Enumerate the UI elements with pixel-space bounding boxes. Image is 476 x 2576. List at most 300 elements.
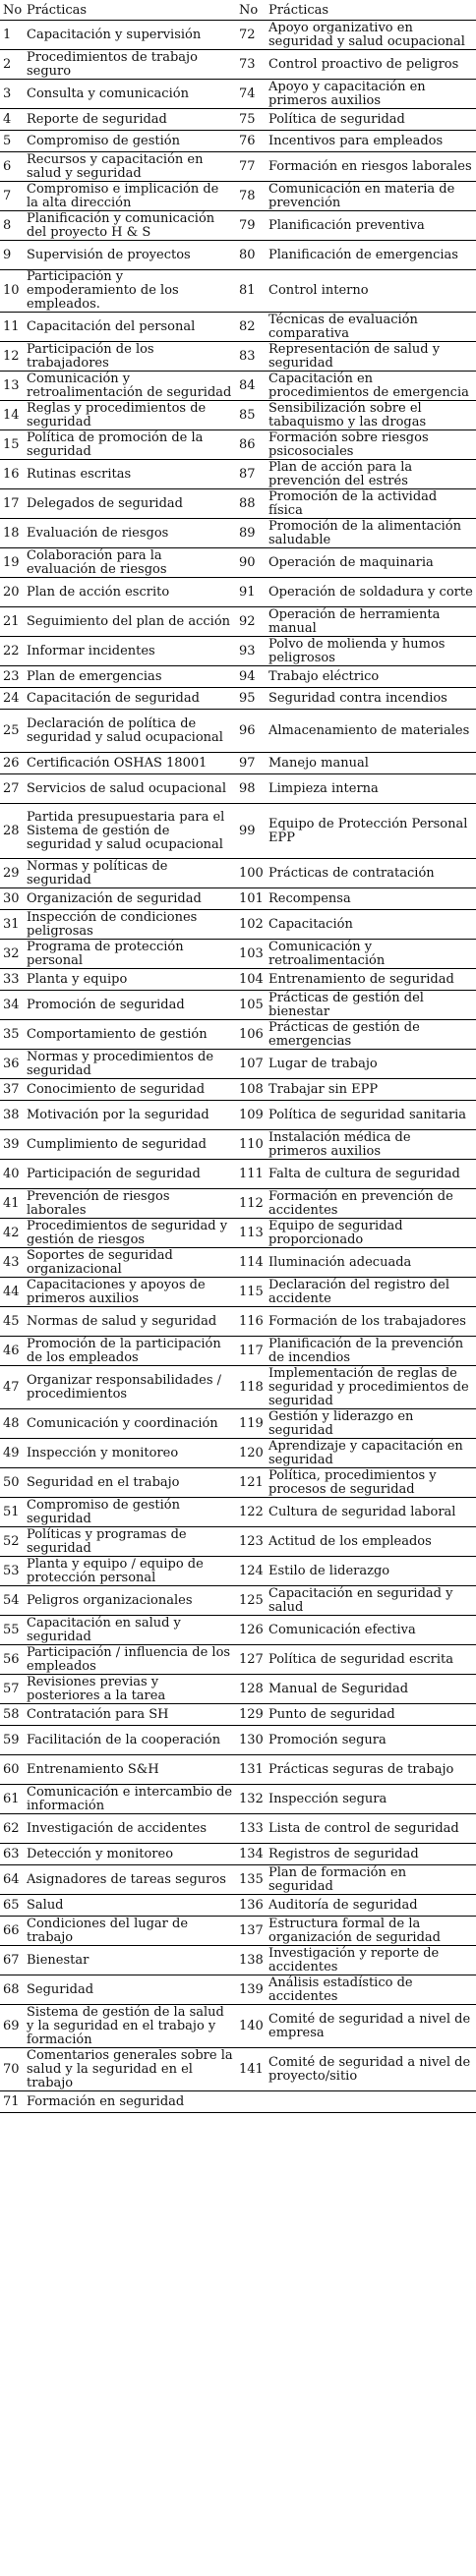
table-row [0,1586,476,1616]
practice-right: Promoción de la actividad física [266,489,476,519]
row-number-right: 126 [236,1616,266,1645]
practice-right: Falta de cultura de seguridad [266,1160,476,1189]
table-body [0,21,476,2113]
row-number-left: 18 [0,519,24,548]
practice-right: Promoción segura [266,1726,476,1755]
practice-right: Estructura formal de la organización de seguridad [266,1917,476,1946]
practice-right: Recompensa [266,888,476,910]
row-number-right: 75 [236,109,266,131]
table-row [0,1975,476,2005]
row-number-right: 124 [236,1557,266,1586]
row-number-right: 116 [236,1307,266,1337]
practice-right: Formación sobre riesgos psicosociales [266,430,476,460]
table-row [0,2005,476,2048]
practice-left: Procedimientos de trabajo seguro [24,50,236,80]
row-number-right: 134 [236,1844,266,1865]
row-number-left: 54 [0,1586,24,1616]
row-number-left: 48 [0,1409,24,1439]
row-number-right: 83 [236,342,266,372]
practice-left: Colaboración para la evaluación de riesgos [24,548,236,578]
table-row [0,1946,476,1975]
table-row [0,241,476,270]
practice-right: Operación de maquinaria [266,548,476,578]
row-number-left: 28 [0,804,24,859]
row-number-left: 8 [0,211,24,241]
practice-right: Sensibilización sobre el tabaquismo y las drogas [266,401,476,430]
row-number-right: 137 [236,1917,266,1946]
practice-left: Supervisión de proyectos [24,241,236,270]
practice-right: Planificación de emergencias [266,241,476,270]
table-row [0,637,476,666]
row-number-left: 71 [0,2091,24,2113]
table-row [0,430,476,460]
practice-left: Facilitación de la cooperación [24,1726,236,1755]
practice-right: Investigación y reporte de accidentes [266,1946,476,1975]
practice-right: Incentivos para empleados [266,131,476,152]
row-number-left: 4 [0,109,24,131]
practice-left: Salud [24,1895,236,1917]
practice-right: Formación en prevención de accidentes [266,1189,476,1219]
row-number-right: 109 [236,1101,266,1130]
practice-left: Recursos y capacitación en salud y seguridad [24,152,236,182]
practice-right: Formación de los trabajadores [266,1307,476,1337]
practice-right: Promoción de la alimentación saludable [266,519,476,548]
row-number-left: 38 [0,1101,24,1130]
practice-left: Planta y equipo [24,969,236,991]
row-number-left: 47 [0,1366,24,1409]
practice-left: Planificación y comunicación del proyecto H & S [24,211,236,241]
table-row [0,1726,476,1755]
table-row [0,666,476,688]
row-number-right: 139 [236,1975,266,2005]
row-number-left: 66 [0,1917,24,1946]
practice-left: Comunicación y coordinación [24,1409,236,1439]
practice-right: Comunicación en materia de prevención [266,182,476,211]
practice-right: Polvo de molienda y humos peligrosos [266,637,476,666]
table-row [0,1050,476,1079]
row-number-right: 123 [236,1527,266,1557]
practice-left: Delegados de seguridad [24,489,236,519]
row-number-right: 90 [236,548,266,578]
table-row [0,21,476,50]
practice-left: Participación / influencia de los empleados [24,1645,236,1675]
row-number-right: 76 [236,131,266,152]
practice-left: Participación de los trabajadores [24,342,236,372]
row-number-right: 132 [236,1785,266,1814]
row-number-right: 106 [236,1020,266,1050]
row-number-left: 69 [0,2005,24,2048]
table-row [0,211,476,241]
practice-left: Revisiones previas y posteriores a la tarea [24,1675,236,1704]
practice-left: Motivación por la seguridad [24,1101,236,1130]
row-number-right: 121 [236,1468,266,1498]
row-number-right: 87 [236,460,266,489]
table-row [0,1616,476,1645]
table-row [0,1189,476,1219]
practice-right: Registros de seguridad [266,1844,476,1865]
row-number-right: 110 [236,1130,266,1160]
row-number-left: 14 [0,401,24,430]
table-row [0,1101,476,1130]
row-number-left: 16 [0,460,24,489]
practice-right: Implementación de reglas de seguridad y procedimientos de seguridad [266,1366,476,1409]
practice-right: Entrenamiento de seguridad [266,969,476,991]
practice-right: Equipo de Protección Personal EPP [266,804,476,859]
practice-left: Bienestar [24,1946,236,1975]
table-row [0,131,476,152]
row-number-right: 128 [236,1675,266,1704]
practice-left: Normas y procedimientos de seguridad [24,1050,236,1079]
table-row [0,1468,476,1498]
practice-right: Operación de soldadura y corte [266,578,476,607]
row-number-right: 120 [236,1439,266,1468]
row-number-left: 33 [0,969,24,991]
practice-right: Comunicación y retroalimentación [266,940,476,969]
row-number-left: 63 [0,1844,24,1865]
row-number-left: 32 [0,940,24,969]
practice-right: Prácticas seguras de trabajo [266,1755,476,1785]
row-number-left: 1 [0,21,24,50]
practice-right: Manejo manual [266,753,476,774]
row-number-left: 67 [0,1946,24,1975]
practice-right: Comunicación efectiva [266,1616,476,1645]
practice-right: Almacenamiento de materiales [266,710,476,753]
practice-left: Comunicación y retroalimentación de seguridad [24,372,236,401]
table-row [0,372,476,401]
practice-left: Plan de acción escrito [24,578,236,607]
practice-right: Prácticas de contratación [266,859,476,888]
practice-right: Política de seguridad escrita [266,1645,476,1675]
practice-left: Normas de salud y seguridad [24,1307,236,1337]
table-row [0,859,476,888]
practice-left: Comportamiento de gestión [24,1020,236,1050]
practice-left: Capacitación del personal [24,313,236,342]
practice-left: Seguimiento del plan de acción [24,607,236,637]
table-row [0,2048,476,2091]
practice-right: Cultura de seguridad laboral [266,1498,476,1527]
row-number-left: 57 [0,1675,24,1704]
practice-left: Capacitación de seguridad [24,688,236,710]
practice-right: Control proactivo de peligros [266,50,476,80]
table-row [0,1160,476,1189]
practice-right: Planificación preventiva [266,211,476,241]
practice-right: Inspección segura [266,1785,476,1814]
table-row [0,182,476,211]
row-number-right: 100 [236,859,266,888]
table-row [0,1704,476,1726]
practice-left: Cumplimiento de seguridad [24,1130,236,1160]
table-row [0,1219,476,1248]
row-number-right: 84 [236,372,266,401]
row-number-right: 86 [236,430,266,460]
row-number-right: 73 [236,50,266,80]
practice-left: Normas y políticas de seguridad [24,859,236,888]
practice-left: Contratación para SH [24,1704,236,1726]
row-number-left: 15 [0,430,24,460]
row-number-left: 9 [0,241,24,270]
row-number-left: 10 [0,270,24,313]
table-row [0,969,476,991]
practice-left: Rutinas escritas [24,460,236,489]
table-row [0,1248,476,1278]
row-number-right: 94 [236,666,266,688]
practice-left: Participación de seguridad [24,1160,236,1189]
row-number-right: 127 [236,1645,266,1675]
practice-left: Compromiso de gestión [24,131,236,152]
row-number-right: 108 [236,1079,266,1101]
practice-right: Lugar de trabajo [266,1050,476,1079]
row-number-left: 51 [0,1498,24,1527]
row-number-left: 35 [0,1020,24,1050]
practice-right: Equipo de seguridad proporcionado [266,1219,476,1248]
row-number-right: 112 [236,1189,266,1219]
table-row [0,1278,476,1307]
practice-left: Peligros organizacionales [24,1586,236,1616]
table-row [0,1337,476,1366]
practice-left: Capacitación y supervisión [24,21,236,50]
practice-right [266,2091,476,2113]
table-row [0,940,476,969]
table-row [0,152,476,182]
row-number-right: 107 [236,1050,266,1079]
table-row [0,1917,476,1946]
row-number-right: 101 [236,888,266,910]
practice-right: Gestión y liderazgo en seguridad [266,1409,476,1439]
practice-left: Soportes de seguridad organizacional [24,1248,236,1278]
row-number-left: 45 [0,1307,24,1337]
practice-right: Limpieza interna [266,774,476,804]
practice-left: Declaración de política de seguridad y salud ocupacional [24,710,236,753]
practice-left: Organizar responsabilidades / procedimientos [24,1366,236,1409]
practice-right: Actitud de los empleados [266,1527,476,1557]
practice-right: Formación en riesgos laborales [266,152,476,182]
practice-right: Trabajar sin EPP [266,1079,476,1101]
row-number-right: 79 [236,211,266,241]
practice-right: Plan de acción para la prevención del estrés [266,460,476,489]
header-practices-right: Prácticas [266,0,476,21]
table-row [0,1079,476,1101]
table-row [0,774,476,804]
row-number-left: 50 [0,1468,24,1498]
table-row [0,1557,476,1586]
row-number-left: 40 [0,1160,24,1189]
table-row [0,607,476,637]
row-number-left: 2 [0,50,24,80]
row-number-left: 36 [0,1050,24,1079]
table-header-row [0,0,476,21]
practice-right: Declaración del registro del accidente [266,1278,476,1307]
row-number-right: 119 [236,1409,266,1439]
table-row [0,80,476,109]
practice-right: Apoyo y capacitación en primeros auxilios [266,80,476,109]
row-number-left: 49 [0,1439,24,1468]
row-number-right: 92 [236,607,266,637]
table-row [0,460,476,489]
table-row [0,548,476,578]
table-row [0,1785,476,1814]
row-number-left: 30 [0,888,24,910]
row-number-right: 88 [236,489,266,519]
row-number-left: 7 [0,182,24,211]
row-number-left: 20 [0,578,24,607]
row-number-right: 141 [236,2048,266,2091]
row-number-right: 102 [236,910,266,940]
table-row [0,688,476,710]
practice-right: Operación de herramienta manual [266,607,476,637]
practice-right: Prácticas de gestión del bienestar [266,991,476,1020]
row-number-right: 140 [236,2005,266,2048]
row-number-right: 129 [236,1704,266,1726]
practice-left: Promoción de seguridad [24,991,236,1020]
table-row [0,109,476,131]
row-number-right: 97 [236,753,266,774]
table-row [0,1755,476,1785]
row-number-left: 62 [0,1814,24,1844]
row-number-left: 5 [0,131,24,152]
row-number-right: 133 [236,1814,266,1844]
row-number-right: 135 [236,1865,266,1895]
table-row [0,1130,476,1160]
row-number-right: 99 [236,804,266,859]
row-number-left: 31 [0,910,24,940]
table-row [0,1895,476,1917]
practice-left: Reporte de seguridad [24,109,236,131]
table-row [0,1366,476,1409]
practice-left: Comunicación e intercambio de información [24,1785,236,1814]
practice-left: Formación en seguridad [24,2091,236,2113]
row-number-left: 41 [0,1189,24,1219]
table-row [0,710,476,753]
practice-right: Lista de control de seguridad [266,1814,476,1844]
practice-right: Auditoría de seguridad [266,1895,476,1917]
row-number-right: 78 [236,182,266,211]
row-number-left: 56 [0,1645,24,1675]
practice-right: Punto de seguridad [266,1704,476,1726]
row-number-left: 26 [0,753,24,774]
table-row [0,1020,476,1050]
table-row [0,1865,476,1895]
table-row [0,804,476,859]
row-number-right: 93 [236,637,266,666]
practice-right: Prácticas de gestión de emergencias [266,1020,476,1050]
row-number-left: 59 [0,1726,24,1755]
table-row [0,50,476,80]
row-number-left: 11 [0,313,24,342]
practice-right: Comité de seguridad a nivel de empresa [266,2005,476,2048]
practice-left: Informar incidentes [24,637,236,666]
table-row [0,270,476,313]
practice-left: Evaluación de riesgos [24,519,236,548]
practice-right: Instalación médica de primeros auxilios [266,1130,476,1160]
practice-right: Estilo de liderazgo [266,1557,476,1586]
row-number-left: 44 [0,1278,24,1307]
row-number-right: 122 [236,1498,266,1527]
practice-right: Trabajo eléctrico [266,666,476,688]
row-number-right: 105 [236,991,266,1020]
practice-left: Plan de emergencias [24,666,236,688]
practice-left: Procedimientos de seguridad y gestión de riesgos [24,1219,236,1248]
practice-left: Comentarios generales sobre la salud y la seguridad en el trabajo [24,2048,236,2091]
row-number-left: 21 [0,607,24,637]
practice-right: Capacitación en procedimientos de emergencia [266,372,476,401]
row-number-right: 131 [236,1755,266,1785]
row-number-right: 111 [236,1160,266,1189]
table-row [0,753,476,774]
row-number-right: 85 [236,401,266,430]
row-number-left: 65 [0,1895,24,1917]
row-number-right: 82 [236,313,266,342]
row-number-right: 117 [236,1337,266,1366]
row-number-right: 113 [236,1219,266,1248]
table-row [0,1439,476,1468]
practice-left: Entrenamiento S&H [24,1755,236,1785]
row-number-right: 103 [236,940,266,969]
practice-left: Condiciones del lugar de trabajo [24,1917,236,1946]
row-number-left: 55 [0,1616,24,1645]
table-row [0,1844,476,1865]
practice-left: Participación y empoderamiento de los empleados. [24,270,236,313]
row-number-right: 80 [236,241,266,270]
practice-left: Planta y equipo / equipo de protección personal [24,1557,236,1586]
practice-left: Partida presupuestaria para el Sistema de gestión de seguridad y salud ocupacional [24,804,236,859]
row-number-left: 46 [0,1337,24,1366]
row-number-left: 53 [0,1557,24,1586]
row-number-left: 39 [0,1130,24,1160]
row-number-right: 104 [236,969,266,991]
header-practices-left: Prácticas [24,0,236,21]
row-number-left: 58 [0,1704,24,1726]
practice-right: Control interno [266,270,476,313]
table-row [0,1814,476,1844]
row-number-right: 81 [236,270,266,313]
table-row [0,401,476,430]
row-number-right: 130 [236,1726,266,1755]
practice-right: Seguridad contra incendios [266,688,476,710]
row-number-right: 89 [236,519,266,548]
row-number-left: 12 [0,342,24,372]
table-row [0,910,476,940]
row-number-right: 98 [236,774,266,804]
table-row [0,1675,476,1704]
row-number-right: 96 [236,710,266,753]
row-number-left: 24 [0,688,24,710]
row-number-left: 70 [0,2048,24,2091]
row-number-left: 17 [0,489,24,519]
table-row [0,1498,476,1527]
row-number-left: 6 [0,152,24,182]
practice-left: Reglas y procedimientos de seguridad [24,401,236,430]
practice-left: Conocimiento de seguridad [24,1079,236,1101]
practice-left: Inspección y monitoreo [24,1439,236,1468]
practice-left: Sistema de gestión de la salud y la seguridad en el trabajo y formación [24,2005,236,2048]
practice-left: Detección y monitoreo [24,1844,236,1865]
table-row [0,1527,476,1557]
row-number-right [236,2091,266,2113]
row-number-left: 34 [0,991,24,1020]
header-no-left: No [0,0,24,21]
row-number-left: 61 [0,1785,24,1814]
table-row [0,313,476,342]
practice-left: Promoción de la participación de los empleados [24,1337,236,1366]
row-number-left: 25 [0,710,24,753]
practice-left: Prevención de riesgos laborales [24,1189,236,1219]
row-number-left: 68 [0,1975,24,2005]
row-number-left: 23 [0,666,24,688]
practice-right: Representación de salud y seguridad [266,342,476,372]
practice-right: Planificación de la prevención de incendios [266,1337,476,1366]
practice-left: Seguridad en el trabajo [24,1468,236,1498]
practice-left: Organización de seguridad [24,888,236,910]
